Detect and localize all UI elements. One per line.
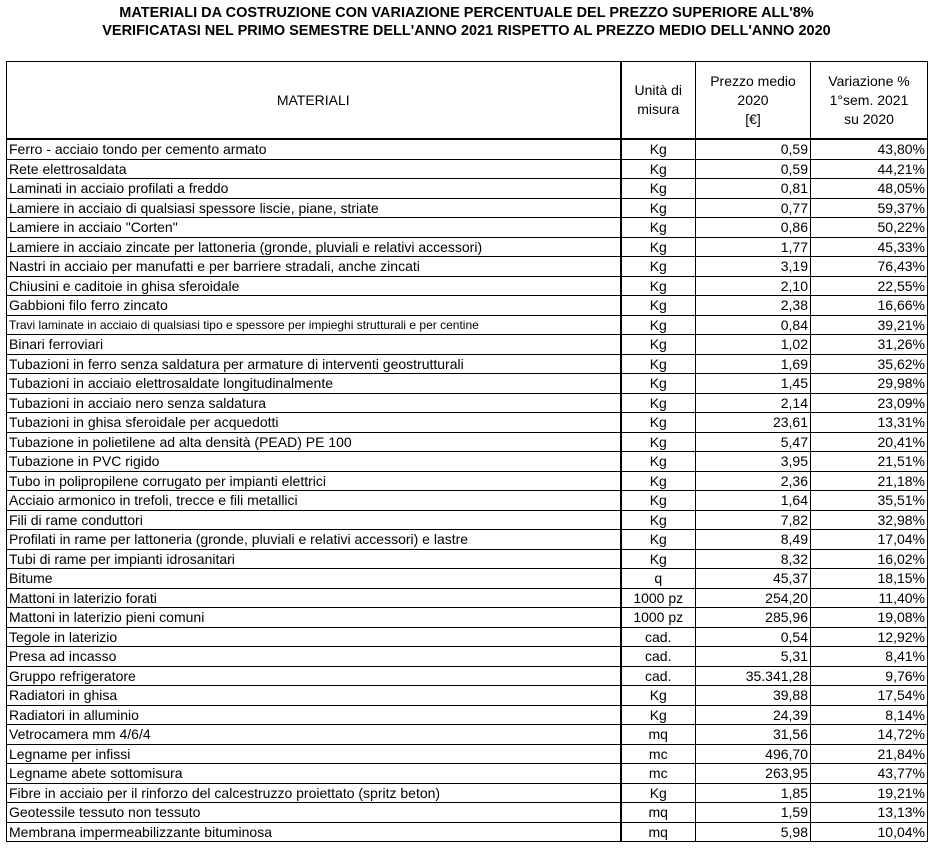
header-variation-line-3: su 2020 [844,110,894,127]
variation-cell: 18,15% [811,569,928,589]
variation-cell: 20,41% [811,432,928,452]
material-name-cell: Legname abete sottomisura [7,764,621,784]
material-name-cell: Laminati in acciaio profilati a freddo [7,179,621,199]
material-name-cell: Presa ad incasso [7,647,621,667]
table-row [7,608,928,628]
price-cell: 1,85 [696,783,811,803]
table-row [7,666,928,686]
unit-cell: mq [621,803,696,823]
material-name-cell: Mattoni in laterizio forati [7,588,621,608]
table-row [7,198,928,218]
table-row [7,159,928,179]
variation-cell: 21,18% [811,471,928,491]
price-cell: 5,98 [696,822,811,842]
material-name-cell: Ferro - acciaio tondo per cemento armato [7,139,621,159]
header-materials [7,62,621,140]
unit-cell: Kg [621,139,696,159]
table-row [7,764,928,784]
variation-cell: 21,84% [811,744,928,764]
price-cell: 263,95 [696,764,811,784]
unit-cell: Kg [621,354,696,374]
material-name-cell: Vetrocamera mm 4/6/4 [7,725,621,745]
table-row [7,315,928,335]
unit-cell: Kg [621,491,696,511]
unit-cell: Kg [621,159,696,179]
material-name-cell: Travi laminate in acciaio di qualsiasi tipo e spessore per impieghi strutturali e per centine [7,315,621,335]
variation-cell: 10,04% [811,822,928,842]
price-cell: 7,82 [696,510,811,530]
table-row [7,432,928,452]
unit-cell: 1000 pz [621,608,696,628]
variation-cell: 17,54% [811,686,928,706]
table-row [7,179,928,199]
table-row [7,237,928,257]
table-row [7,530,928,550]
unit-cell: Kg [621,705,696,725]
unit-cell: Kg [621,237,696,257]
price-cell: 254,20 [696,588,811,608]
price-cell: 23,61 [696,413,811,433]
material-name-cell: Tubazione in PVC rigido [7,452,621,472]
header-variation-line-1: Variazione % [828,72,910,89]
header-variation [811,62,928,140]
variation-cell: 16,02% [811,549,928,569]
variation-cell: 14,72% [811,725,928,745]
price-cell: 1,64 [696,491,811,511]
variation-cell: 45,33% [811,237,928,257]
unit-cell: Kg [621,218,696,238]
table-row [7,510,928,530]
material-name-cell: Chiusini e caditoie in ghisa sferoidale [7,276,621,296]
material-name-cell: Geotessile tessuto non tessuto [7,803,621,823]
variation-cell: 13,13% [811,803,928,823]
price-cell: 1,69 [696,354,811,374]
price-cell: 8,32 [696,549,811,569]
title-line-2: VERIFICATASI NEL PRIMO SEMESTRE DELL'ANNO 2021 RISPETTO AL PREZZO MEDIO DELL'ANNO 2020 [102,23,831,39]
material-name-cell: Radiatori in alluminio [7,705,621,725]
unit-cell: cad. [621,627,696,647]
price-cell: 5,47 [696,432,811,452]
price-cell: 0,59 [696,159,811,179]
material-name-cell: Tegole in laterizio [7,627,621,647]
unit-cell: mq [621,822,696,842]
table-row [7,569,928,589]
material-name-cell: Gruppo refrigeratore [7,666,621,686]
table-header [7,62,928,140]
price-cell: 0,59 [696,139,811,159]
unit-cell: Kg [621,783,696,803]
material-name-cell: Profilati in rame per lattoneria (gronde, pluviali e relativi accessori) e lastre [7,530,621,550]
header-price-line-1: Prezzo medio [710,72,796,89]
variation-cell: 8,14% [811,705,928,725]
variation-cell: 76,43% [811,257,928,277]
variation-cell: 21,51% [811,452,928,472]
price-cell: 2,38 [696,296,811,316]
unit-cell: Kg [621,315,696,335]
material-name-cell: Rete elettrosaldata [7,159,621,179]
price-cell: 0,54 [696,627,811,647]
price-cell: 2,36 [696,471,811,491]
unit-cell: q [621,569,696,589]
material-name-cell: Tubazioni in ferro senza saldatura per armature di interventi geostrutturali [7,354,621,374]
variation-cell: 44,21% [811,159,928,179]
table-row [7,296,928,316]
unit-cell: Kg [621,393,696,413]
material-name-cell: Fibre in acciaio per il rinforzo del calcestruzzo proiettato (spritz beton) [7,783,621,803]
material-name-cell: Mattoni in laterizio pieni comuni [7,608,621,628]
table-row [7,647,928,667]
unit-cell: Kg [621,452,696,472]
header-unit-line-2: misura [637,101,680,117]
header-price [696,62,811,140]
unit-cell: Kg [621,198,696,218]
variation-cell: 35,51% [811,491,928,511]
variation-cell: 59,37% [811,198,928,218]
unit-cell: Kg [621,510,696,530]
table-row [7,354,928,374]
unit-cell: Kg [621,432,696,452]
header-unit [621,62,696,140]
unit-cell: mc [621,764,696,784]
table-row [7,686,928,706]
variation-cell: 48,05% [811,179,928,199]
price-cell: 31,56 [696,725,811,745]
price-cell: 45,37 [696,569,811,589]
table-row [7,822,928,842]
variation-cell: 35,62% [811,354,928,374]
price-cell: 3,95 [696,452,811,472]
variation-cell: 23,09% [811,393,928,413]
header-row [7,62,928,140]
table-row [7,549,928,569]
variation-cell: 22,55% [811,276,928,296]
material-name-cell: Binari ferroviari [7,335,621,355]
variation-cell: 19,08% [811,608,928,628]
material-name-cell: Tubo in polipropilene corrugato per impianti elettrici [7,471,621,491]
price-cell: 2,10 [696,276,811,296]
table-row [7,803,928,823]
unit-cell: 1000 pz [621,588,696,608]
table-row [7,139,928,159]
title-line-1: MATERIALI DA COSTRUZIONE CON VARIAZIONE PERCENTUALE DEL PREZZO SUPERIORE ALL'8% [119,5,814,21]
material-name-cell: Radiatori in ghisa [7,686,621,706]
unit-cell: Kg [621,413,696,433]
variation-cell: 39,21% [811,315,928,335]
table-row [7,725,928,745]
table-row [7,491,928,511]
variation-cell: 13,31% [811,413,928,433]
variation-cell: 17,04% [811,530,928,550]
table-row [7,276,928,296]
header-price-line-3: [€] [745,110,761,127]
variation-cell: 29,98% [811,374,928,394]
material-name-cell: Fili di rame conduttori [7,510,621,530]
table-row [7,218,928,238]
material-name-cell: Legname per infissi [7,744,621,764]
table-row [7,588,928,608]
header-unit-line-1: Unità di [634,82,682,98]
material-name-cell: Acciaio armonico in trefoli, trecce e fili metallici [7,491,621,511]
materials-table [6,61,928,842]
page-title [0,4,933,40]
unit-cell: mq [621,725,696,745]
material-name-cell: Lamiere in acciaio di qualsiasi spessore liscie, piane, striate [7,198,621,218]
unit-cell: mc [621,744,696,764]
header-variation-line-2: 1°sem. 2021 [829,91,909,108]
material-name-cell: Lamiere in acciaio zincate per lattoneria (gronde, pluviali e relativi accessori) [7,237,621,257]
variation-cell: 11,40% [811,588,928,608]
unit-cell: Kg [621,179,696,199]
table-row [7,627,928,647]
price-cell: 496,70 [696,744,811,764]
unit-cell: Kg [621,471,696,491]
header-materials-label: MATERIALI [276,91,350,108]
table-body [7,139,928,842]
price-cell: 0,84 [696,315,811,335]
unit-cell: Kg [621,530,696,550]
price-cell: 1,45 [696,374,811,394]
price-cell: 5,31 [696,647,811,667]
variation-cell: 19,21% [811,783,928,803]
price-cell: 285,96 [696,608,811,628]
price-cell: 35.341,28 [696,666,811,686]
table-row [7,393,928,413]
price-cell: 0,81 [696,179,811,199]
unit-cell: Kg [621,335,696,355]
unit-cell: cad. [621,666,696,686]
material-name-cell: Lamiere in acciaio "Corten" [7,218,621,238]
unit-cell: Kg [621,686,696,706]
table-row [7,452,928,472]
price-cell: 8,49 [696,530,811,550]
material-name-cell: Tubazioni in acciaio elettrosaldate longitudinalmente [7,374,621,394]
table-row [7,413,928,433]
unit-cell: Kg [621,296,696,316]
material-name-cell: Tubazioni in acciaio nero senza saldatura [7,393,621,413]
material-name-cell: Tubi di rame per impianti idrosanitari [7,549,621,569]
price-cell: 39,88 [696,686,811,706]
price-cell: 3,19 [696,257,811,277]
variation-cell: 32,98% [811,510,928,530]
variation-cell: 12,92% [811,627,928,647]
variation-cell: 9,76% [811,666,928,686]
variation-cell: 43,77% [811,764,928,784]
unit-cell: Kg [621,549,696,569]
unit-cell: Kg [621,276,696,296]
material-name-cell: Tubazioni in ghisa sferoidale per acquedotti [7,413,621,433]
material-name-cell: Gabbioni filo ferro zincato [7,296,621,316]
unit-cell: cad. [621,647,696,667]
price-cell: 2,14 [696,393,811,413]
price-cell: 0,77 [696,198,811,218]
variation-cell: 43,80% [811,139,928,159]
unit-cell: Kg [621,374,696,394]
variation-cell: 8,41% [811,647,928,667]
unit-cell: Kg [621,257,696,277]
price-cell: 0,86 [696,218,811,238]
material-name-cell: Nastri in acciaio per manufatti e per barriere stradali, anche zincati [7,257,621,277]
table-row [7,471,928,491]
variation-cell: 16,66% [811,296,928,316]
material-name-cell: Membrana impermeabilizzante bituminosa [7,822,621,842]
price-cell: 1,02 [696,335,811,355]
table-row [7,335,928,355]
table-row [7,705,928,725]
table-row [7,744,928,764]
variation-cell: 31,26% [811,335,928,355]
variation-cell: 50,22% [811,218,928,238]
material-name-cell: Bitume [7,569,621,589]
price-cell: 1,59 [696,803,811,823]
table-row [7,257,928,277]
header-price-line-2: 2020 [737,91,769,108]
table-row [7,783,928,803]
material-name-cell: Tubazione in polietilene ad alta densità (PEAD) PE 100 [7,432,621,452]
table-row [7,374,928,394]
price-cell: 1,77 [696,237,811,257]
price-cell: 24,39 [696,705,811,725]
